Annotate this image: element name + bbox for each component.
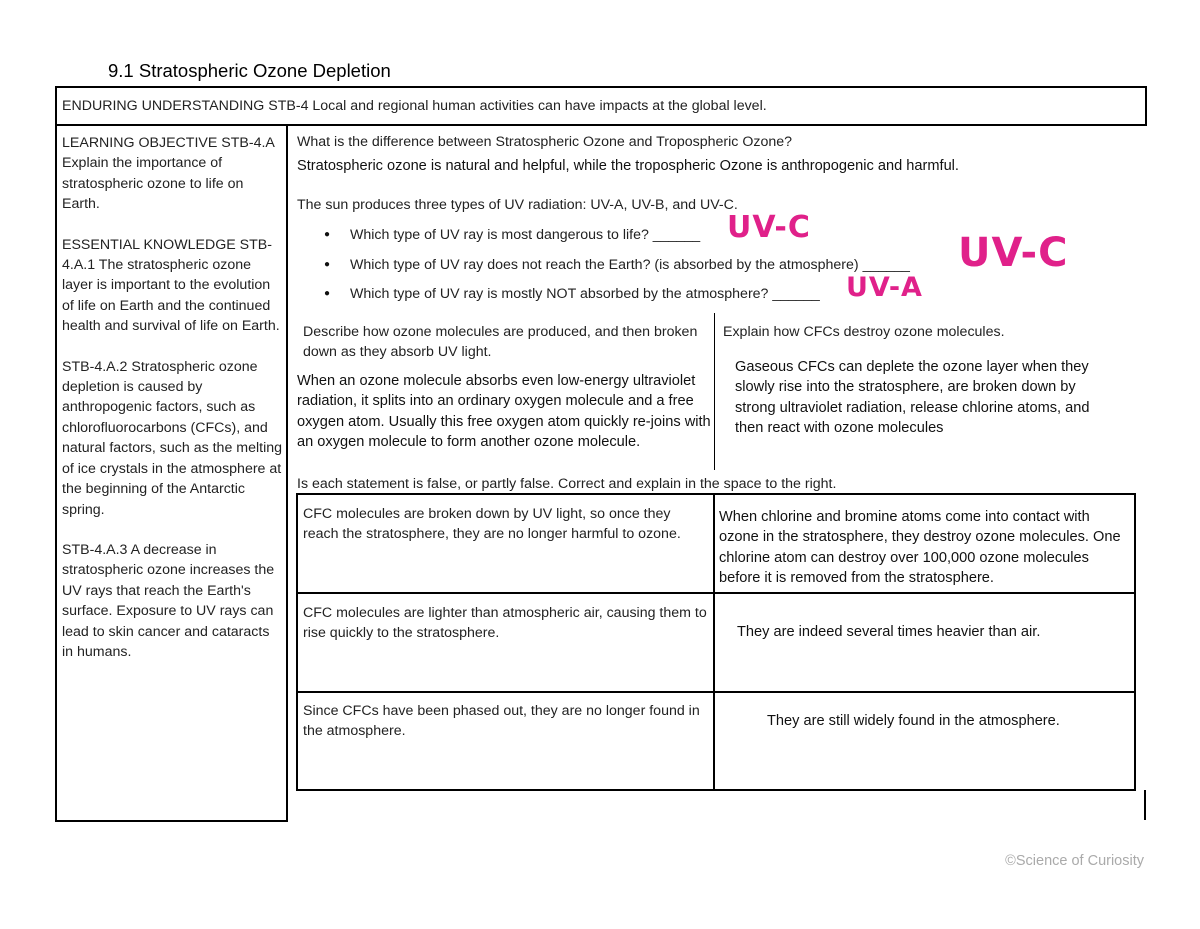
correction-2: They are indeed several times heavier than air. (737, 624, 1041, 640)
cfc-prompt: Explain how CFCs destroy ozone molecules. (723, 324, 1005, 340)
q1-answer: Stratospheric ozone is natural and helpful, while the tropospheric Ozone is anthropogenic and harmful. (297, 158, 959, 174)
handwritten-answer-1: UV-C (727, 210, 811, 245)
table-row-2 (296, 691, 1136, 693)
frame-left (55, 86, 57, 822)
learning-objectives (62, 133, 284, 682)
q1-question: What is the difference between Stratospheric Ozone and Tropospheric Ozone? (297, 134, 793, 150)
essential-knowledge-2: STB-4.A.2 Stratospheric ozone depletion is caused by anthropogenic factors, such as chlorofluorocarbons (CFCs), and natural factors, such as the melting of ice crystals in the atmosphere at the beginning of the Antarctic spring. (62, 358, 283, 518)
statement-3: Since CFCs have been phased out, they are no longer found in the atmosphere. (303, 703, 700, 740)
uv-question-3: ● Which type of UV ray is mostly NOT absorbed by the atmosphere? ______ (324, 284, 1024, 314)
frame-top (55, 86, 1147, 88)
uv-question-1: ● Which type of UV ray is most dangerous to life? ______ (324, 225, 1024, 255)
table-center (713, 493, 715, 791)
table-left (296, 493, 298, 791)
correction-1: When chlorine and bromine atoms come into contact with ozone in the stratosphere, they destroy ozone molecules. One chlorine atom can destroy over 100,000 ozone molecules before it is removed from the stratosphere. (719, 509, 1121, 586)
enduring-divider (55, 124, 1147, 126)
uv-intro: The sun produces three types of UV radiation: UV-A, UV-B, and UV-C. (297, 197, 738, 213)
ozone-answer: When an ozone molecule absorbs even low-energy ultraviolet radiation, it splits into an ordinary oxygen molecule and a free oxygen atom. Usually this free oxygen atom quickly re-joins with an oxygen molecule to form another ozone molecule. (297, 373, 711, 450)
copyright-footer: ©Science of Curiosity (1005, 853, 1144, 869)
statement-2: CFC molecules are lighter than atmospheric air, causing them to rise quickly to the stratosphere. (303, 605, 707, 642)
left-column-divider (286, 124, 288, 822)
learning-objective: LEARNING OBJECTIVE STB-4.A Explain the importance of stratospheric ozone to life on Earth. (62, 135, 275, 213)
essential-knowledge-1: ESSENTIAL KNOWLEDGE STB-4.A.1 The stratospheric ozone layer is important to the evolution of life on Earth and the continued health and survival of life on Earth. (62, 236, 280, 335)
frame-right-upper (1145, 86, 1147, 126)
middle-divider (714, 313, 715, 470)
correction-3: They are still widely found in the atmosphere. (767, 713, 1060, 729)
enduring-understanding: ENDURING UNDERSTANDING STB-4 Local and regional human activities can have impacts at the global level. (62, 98, 767, 114)
page-title: 9.1 Stratospheric Ozone Depletion (108, 60, 391, 81)
cfc-answer: Gaseous CFCs can deplete the ozone layer when they slowly rise into the stratosphere, are broken down by strong ultraviolet radiation, release chlorine atoms, and then react with ozone molecules (735, 359, 1090, 436)
handwritten-answer-2: UV-C (958, 230, 1069, 276)
essential-knowledge-3: STB-4.A.3 A decrease in stratospheric ozone increases the UV rays that reach the Earth's surface. Exposure to UV rays can lead to skin cancer and cataracts in humans. (62, 541, 275, 660)
table-right (1134, 493, 1136, 791)
table-row-1 (296, 592, 1136, 594)
frame-right-lower (1144, 790, 1146, 820)
table-bottom (296, 789, 1136, 791)
statements-intro: Is each statement is false, or partly false. Correct and explain in the space to the right. (297, 476, 837, 492)
uv-question-2: ● Which type of UV ray does not reach the Earth? (is absorbed by the atmosphere) ______ (324, 255, 1024, 285)
handwritten-answer-3: UV-A (846, 272, 923, 303)
left-column-bottom (55, 820, 287, 822)
ozone-prompt: Describe how ozone molecules are produced, and then broken down as they absorb UV light. (303, 324, 698, 361)
statement-1: CFC molecules are broken down by UV light, so once they reach the stratosphere, they are no longer harmful to ozone. (303, 506, 681, 543)
